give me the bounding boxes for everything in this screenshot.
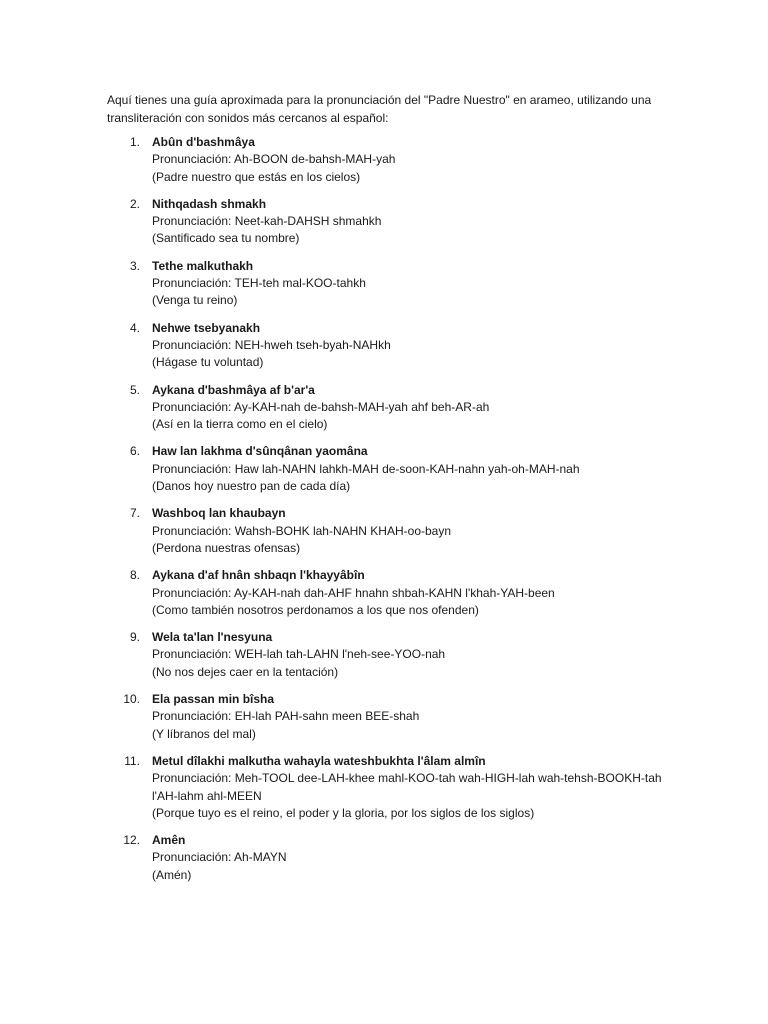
item-number: 10. <box>123 692 140 707</box>
aramaic-phrase: Aykana d'af hnân shbaqn l'khayyâbîn <box>152 568 365 583</box>
aramaic-phrase: Metul dîlakhi malkutha wahayla wateshbukhta l'âlam almîn <box>152 753 486 768</box>
item-number: 6. <box>129 444 140 459</box>
item-number: 4. <box>129 320 140 335</box>
aramaic-phrase: Washboq lan khaubayn <box>152 506 286 521</box>
aramaic-phrase: Amên <box>152 833 186 848</box>
prayer-lines-list <box>107 134 668 884</box>
pronunciation-line: Pronunciación: EH-lah PAH-sahn meen BEE-shah <box>152 709 420 724</box>
intro-paragraph: Aquí tienes una guía aproximada para la pronunciación del "Padre Nuestro" en arameo, utilizando una transliteración con sonidos más cercanos al español: <box>107 93 652 125</box>
list-item <box>107 196 668 248</box>
list-item <box>107 382 668 434</box>
aramaic-phrase: Aykana d'bashmâya af b'ar'a <box>152 382 315 397</box>
pronunciation-line: Pronunciación: Wahsh-BOHK lah-NAHN KHAH-oo-bayn <box>152 523 452 538</box>
item-number: 7. <box>129 506 140 521</box>
aramaic-phrase: Wela ta'lan l'nesyuna <box>152 630 273 645</box>
list-item <box>107 320 668 372</box>
aramaic-phrase: Nehwe tsebyanakh <box>152 320 261 335</box>
item-number: 9. <box>129 630 140 645</box>
translation-line: (Amén) <box>152 867 192 882</box>
translation-line: (Perdona nuestras ofensas) <box>152 540 301 555</box>
translation-line: (Hágase tu voluntad) <box>152 355 264 370</box>
pronunciation-line: Pronunciación: Haw lah-NAHN lahkh-MAH de-soon-KAH-nahn yah-oh-MAH-nah <box>152 461 580 476</box>
pronunciation-line: Pronunciación: NEH-hweh tseh-byah-NAHkh <box>152 337 391 352</box>
list-item <box>107 134 668 186</box>
list-item <box>107 567 668 619</box>
translation-line: (Y líbranos del mal) <box>152 726 256 741</box>
list-item <box>107 629 668 681</box>
translation-line: (Como también nosotros perdonamos a los que nos ofenden) <box>152 602 479 617</box>
list-item <box>107 443 668 495</box>
aramaic-phrase: Nithqadash shmakh <box>152 196 267 211</box>
list-item <box>107 258 668 310</box>
pronunciation-line: Pronunciación: TEH-teh mal-KOO-tahkh <box>152 276 366 291</box>
translation-line: (No nos dejes caer en la tentación) <box>152 664 339 679</box>
item-number: 11. <box>124 753 140 768</box>
translation-line: (Padre nuestro que estás en los cielos) <box>152 169 361 184</box>
item-number: 3. <box>129 258 140 273</box>
pronunciation-line: Pronunciación: WEH-lah tah-LAHN l'neh-see-YOO-nah <box>152 647 446 662</box>
translation-line: (Santificado sea tu nombre) <box>152 231 300 246</box>
item-number: 12. <box>123 833 140 848</box>
translation-line: (Danos hoy nuestro pan de cada día) <box>152 479 351 494</box>
aramaic-phrase: Haw lan lakhma d'sûnqânan yaomâna <box>152 444 368 459</box>
pronunciation-line: Pronunciación: Ay-KAH-nah dah-AHF hnahn shbah-KAHN l'khah-YAH-been <box>152 585 555 600</box>
translation-line: (Así en la tierra como en el cielo) <box>152 417 328 432</box>
list-item <box>107 832 668 884</box>
item-number: 8. <box>129 568 140 583</box>
pronunciation-line: Pronunciación: Neet-kah-DAHSH shmahkh <box>152 214 382 229</box>
translation-line: (Porque tuyo es el reino, el poder y la gloria, por los siglos de los siglos) <box>152 805 535 820</box>
aramaic-phrase: Abûn d'bashmâya <box>152 135 255 149</box>
aramaic-phrase: Tethe malkuthakh <box>152 258 254 273</box>
pronunciation-line: Pronunciación: Meh-TOOL dee-LAH-khee mahl-KOO-tah wah-HIGH-lah wah-tehsh-BOOKH-tah l'AH-lahm ahl-MEEN <box>152 771 662 803</box>
item-number: 2. <box>129 196 140 211</box>
list-item <box>107 505 668 557</box>
pronunciation-line: Pronunciación: Ay-KAH-nah de-bahsh-MAH-yah ahf beh-AR-ah <box>152 399 490 414</box>
pronunciation-line: Pronunciación: Ah-MAYN <box>152 850 287 865</box>
translation-line: (Venga tu reino) <box>152 293 238 308</box>
list-item <box>107 753 668 822</box>
list-item <box>107 691 668 743</box>
item-number: 5. <box>129 382 140 397</box>
aramaic-phrase: Ela passan min bîsha <box>152 692 275 707</box>
pronunciation-line: Pronunciación: Ah-BOON de-bahsh-MAH-yah <box>152 152 396 167</box>
item-number: 1. <box>129 135 140 149</box>
